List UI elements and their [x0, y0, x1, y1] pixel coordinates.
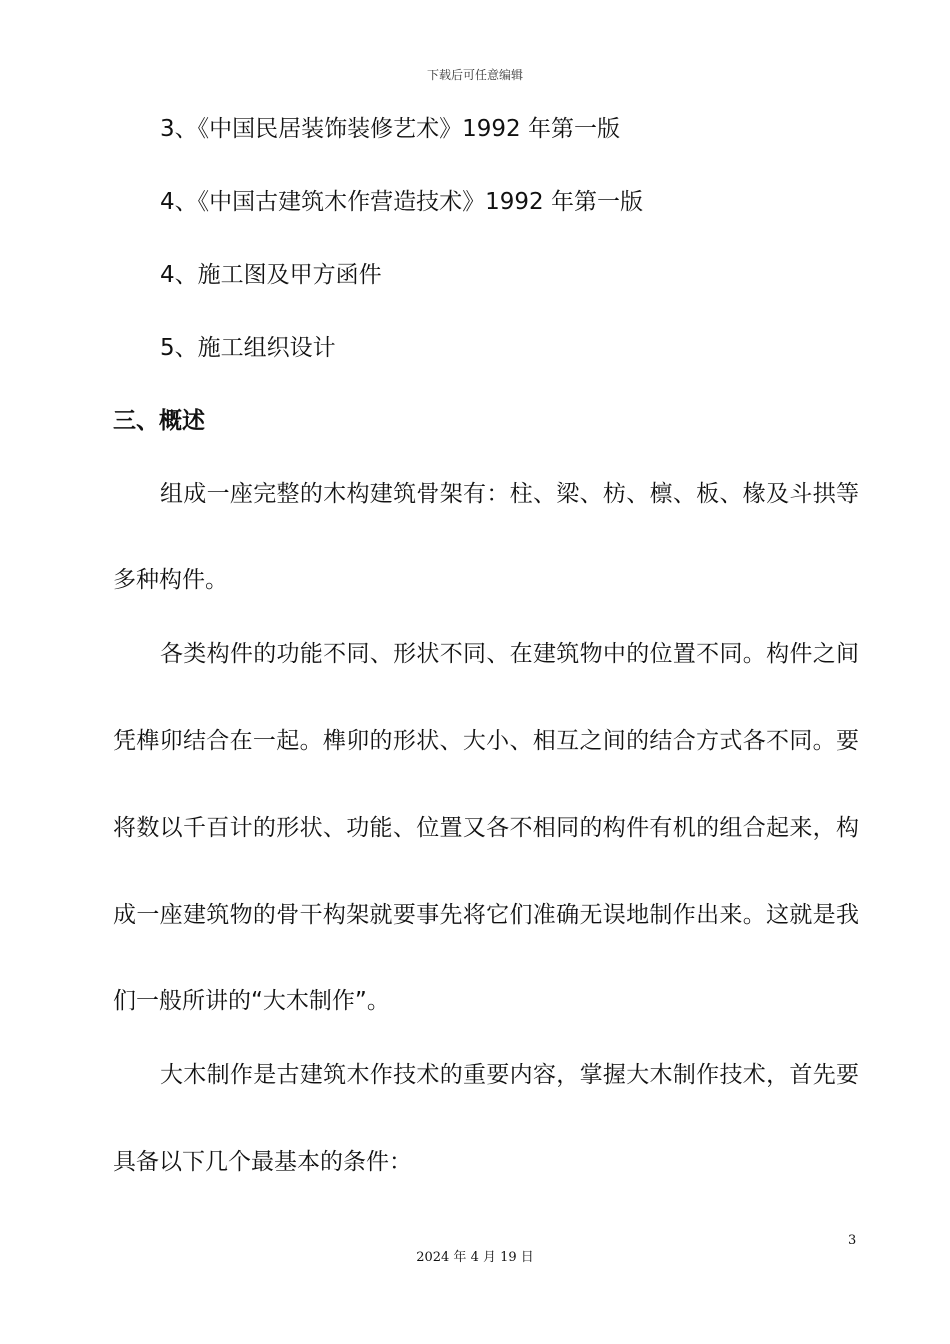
section-heading: 三、概述	[113, 408, 205, 434]
paragraph-line: 们一般所讲的“大木制作”。	[113, 988, 390, 1014]
paragraph-line: 具备以下几个最基本的条件：	[113, 1149, 412, 1175]
reference-item: 4、施工图及甲方函件	[160, 262, 382, 288]
paragraph-line: 将数以千百计的形状、功能、位置又各不相同的构件有机的组合起来，构	[113, 815, 859, 841]
paragraph-line: 组成一座完整的木构建筑骨架有：柱、梁、枋、檩、板、椽及斗拱等	[160, 481, 859, 507]
reference-item: 4、《中国古建筑木作营造技术》1992 年第一版	[160, 189, 643, 215]
page-header-note: 下载后可任意编辑	[426, 68, 523, 82]
paragraph-line: 各类构件的功能不同、形状不同、在建筑物中的位置不同。构件之间	[160, 641, 859, 667]
page-footer-date: 2024 年 4 月 19 日	[416, 1250, 534, 1265]
reference-item: 3、《中国民居装饰装修艺术》1992 年第一版	[160, 116, 620, 142]
paragraph-line: 凭榫卯结合在一起。榫卯的形状、大小、相互之间的结合方式各不同。要	[113, 728, 859, 754]
paragraph-line: 多种构件。	[113, 567, 228, 593]
paragraph-line: 成一座建筑物的骨干构架就要事先将它们准确无误地制作出来。这就是我	[113, 902, 859, 928]
page-number: 3	[848, 1233, 857, 1248]
reference-item: 5、施工组织设计	[160, 335, 336, 361]
paragraph-line: 大木制作是古建筑木作技术的重要内容，掌握大木制作技术，首先要	[160, 1062, 859, 1088]
